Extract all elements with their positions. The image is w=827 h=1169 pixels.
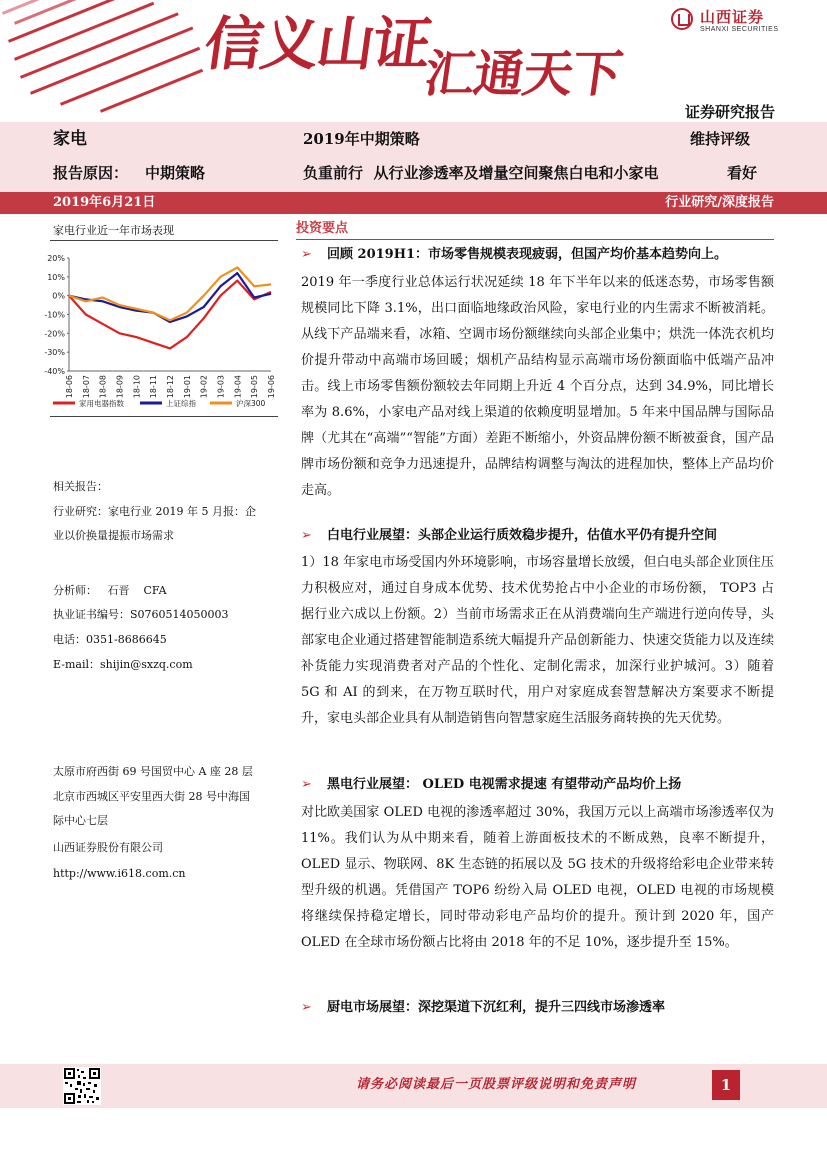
legend-label: 上证综指 bbox=[166, 399, 196, 408]
x-tick-label: 18-06 bbox=[65, 375, 74, 399]
slogan-part2: 汇通天下 bbox=[420, 45, 626, 103]
heading-black-goods-text: 黑电行业展望： OLED 电视需求提速 有望带动产品均价上扬 bbox=[327, 777, 682, 792]
paragraph-review: 2019 年一季度行业总体运行状况延续 18 年下半年以来的低迷态势，市场零售额规模同比下降 3.1%，出口面临地缘政治风险，家电行业的内生需求不断被消耗。从线下产品端来看，冰箱、空调市场份额继续向头部企业集中；烘洗一体洗衣机均价提升带动中高端市场回暖；烟机产品结构显示高端市场份额面临中低端产品冲击。线上市场零售额份额较去年同期上升近 4 个百分点，达到 34.9%，同比增长率为 8.6%，小家电产品对线上渠道的依赖度明显增加。5 年来中国品牌与国际品牌（尤其在“高端”“智能”方面）差距不断缩小，外资品牌份额不断被蚕食，国产品牌市场份额和竞争力迅速提升，品牌结构调整与淘汰的进程加快，整体上产品均价走高。 bbox=[301, 275, 774, 498]
analyst: 分析师： 石晋 CFA bbox=[53, 584, 167, 597]
page-number: 1 bbox=[712, 1070, 740, 1100]
qr-code-icon bbox=[63, 1067, 101, 1105]
legend-label: 沪深300 bbox=[236, 399, 266, 408]
section-rule bbox=[296, 239, 774, 240]
y-tick-label: 20% bbox=[47, 254, 65, 263]
chart-top-rule bbox=[50, 240, 278, 241]
x-tick-label: 18-11 bbox=[149, 375, 159, 399]
x-tick-label: 19-05 bbox=[250, 375, 260, 399]
heading-kitchen-text: 厨电市场展望：深挖渠道下沉红利，提升三四线市场渗透率 bbox=[327, 1000, 666, 1015]
x-tick-label: 19-03 bbox=[216, 375, 226, 399]
y-tick-label: 0% bbox=[52, 291, 65, 301]
company-name: 山西证券股份有限公司 bbox=[53, 841, 163, 854]
x-tick-label: 18-12 bbox=[166, 375, 175, 399]
section-title: 投资要点 bbox=[296, 221, 349, 236]
bullet-arrow-icon: ➢ bbox=[301, 777, 312, 792]
x-tick-label: 19-02 bbox=[199, 375, 209, 399]
reason-label: 报告原因： bbox=[53, 164, 129, 182]
paragraph-black-goods: 对比欧美国家 OLED 电视的渗透率超过 30%，我国万元以上高端市场渗透率仅为 11%。我们认为从中期来看，随着上游面板技术的不断成熟，良率不断提升，OLED 显示、物联网、8K 生态链的拓展以及 5G 技术的升级将给彩电企业带来转型升级的机遇。凭借国产 TOP6 纷纷入局 OLED 电视，OLED 电视的市场规模将继续保持稳定增长，同时带动彩电产品均价的提升。预计到 2020 年，国产 OLED 在全球市场份额占比将由 2018 年的不足 10%，逐步提升至 15%。 bbox=[301, 805, 774, 950]
x-tick-label: 19-01 bbox=[182, 375, 192, 399]
report-date: 2019年6月21日 bbox=[53, 195, 156, 210]
heading-kitchen bbox=[301, 998, 665, 1018]
report-type: 证券研究报告 bbox=[684, 103, 775, 121]
company-logo-en: SHANXI SECURITIES bbox=[700, 26, 779, 33]
heading-review bbox=[301, 245, 727, 265]
address-taiyuan: 太原市府西街 69 号国贸中心 A 座 28 层 bbox=[53, 765, 253, 778]
x-tick-label: 19-06 bbox=[267, 375, 276, 399]
bullet-arrow-icon: ➢ bbox=[301, 1000, 312, 1015]
market-performance-chart bbox=[35, 245, 280, 415]
y-tick-label: 10% bbox=[47, 272, 65, 282]
x-tick-label: 18-08 bbox=[98, 375, 108, 399]
report-subtitle: 负重前行 从行业渗透率及增量空间聚焦白电和小家电 bbox=[303, 164, 659, 182]
email[interactable]: E-mail：shijin@sxzq.com bbox=[53, 658, 193, 671]
bullet-arrow-icon: ➢ bbox=[301, 247, 312, 262]
chart-bottom-rule bbox=[50, 416, 278, 417]
company-logo-icon bbox=[671, 8, 693, 30]
phone: 电话：0351-8686645 bbox=[53, 633, 167, 646]
report-title: 2019年中期策略 bbox=[303, 130, 420, 148]
y-tick-label: -30% bbox=[44, 348, 65, 358]
y-tick-label: -20% bbox=[44, 329, 65, 339]
series-line bbox=[69, 267, 271, 320]
footer-disclaimer: 请务必阅读最后一页股票评级说明和免责声明 bbox=[356, 1077, 637, 1092]
industry-name: 家电 bbox=[53, 129, 87, 149]
paragraph-white-goods: 1）18 年家电市场受国内外环境影响，市场容量增长放缓，但白电头部企业顶住压力积极应对，通过自身成本优势、技术优势抢占中小企业的市场份额， TOP3 占据行业六成以上份额。2）当前市场需求正在从消费端向生产端进行逆向传导，头部家电企业通过搭建智能制造系统大幅提升产品创新能力、快速交货能力以及连续补货能力实现消费者对产品的个性化、定制化需求，加深行业护城河。3）随着 5G 和 AI 的到来，在万物互联时代，用户对家庭成套智慧解决方案要求不断提升，家电头部企业具有从制造销售向智慧家庭生活服务商转换的先天优势。 bbox=[301, 555, 774, 726]
heading-white-goods bbox=[301, 526, 717, 546]
rating-value: 看好 bbox=[727, 164, 758, 182]
address-beijing-line1: 北京市西城区平安里西大街 28 号中海国 bbox=[53, 790, 250, 803]
certificate-number: 执业证书编号：S0760514050003 bbox=[53, 608, 229, 621]
x-tick-label: 18-10 bbox=[132, 375, 142, 399]
slogan-part1: 信义山证 bbox=[200, 10, 434, 78]
x-tick-label: 18-07 bbox=[81, 375, 91, 399]
x-tick-label: 19-04 bbox=[233, 375, 243, 399]
website[interactable]: http://www.i618.com.cn bbox=[53, 867, 186, 880]
reason-value: 中期策略 bbox=[145, 164, 206, 182]
heading-review-text: 回顾 2019H1：市场零售规模表现疲弱，但国产均价基本趋势向上。 bbox=[327, 247, 728, 262]
address-beijing-line2: 际中心七层 bbox=[53, 814, 108, 827]
related-label: 相关报告： bbox=[53, 480, 108, 493]
bullet-arrow-icon: ➢ bbox=[301, 528, 312, 543]
y-tick-label: -40% bbox=[44, 367, 65, 376]
rating-label: 维持评级 bbox=[690, 130, 751, 148]
y-tick-label: -10% bbox=[44, 310, 65, 320]
heading-white-goods-text: 白电行业展望：头部企业运行质效稳步提升，估值水平仍有提升空间 bbox=[327, 528, 718, 543]
series-line bbox=[69, 281, 271, 349]
legend-label: 家用电器指数 bbox=[79, 399, 124, 408]
report-category: 行业研究/深度报告 bbox=[665, 195, 774, 210]
x-tick-label: 18-09 bbox=[115, 375, 125, 399]
related-report-line2[interactable]: 业以价换量提振市场需求 bbox=[53, 529, 174, 542]
related-report-line1[interactable]: 行业研究：家电行业 2019 年 5 月报：企 bbox=[53, 505, 256, 518]
heading-black-goods bbox=[301, 775, 681, 795]
chart-title: 家电行业近一年市场表现 bbox=[53, 224, 174, 237]
company-logo-name: 山西证券 bbox=[700, 8, 765, 26]
